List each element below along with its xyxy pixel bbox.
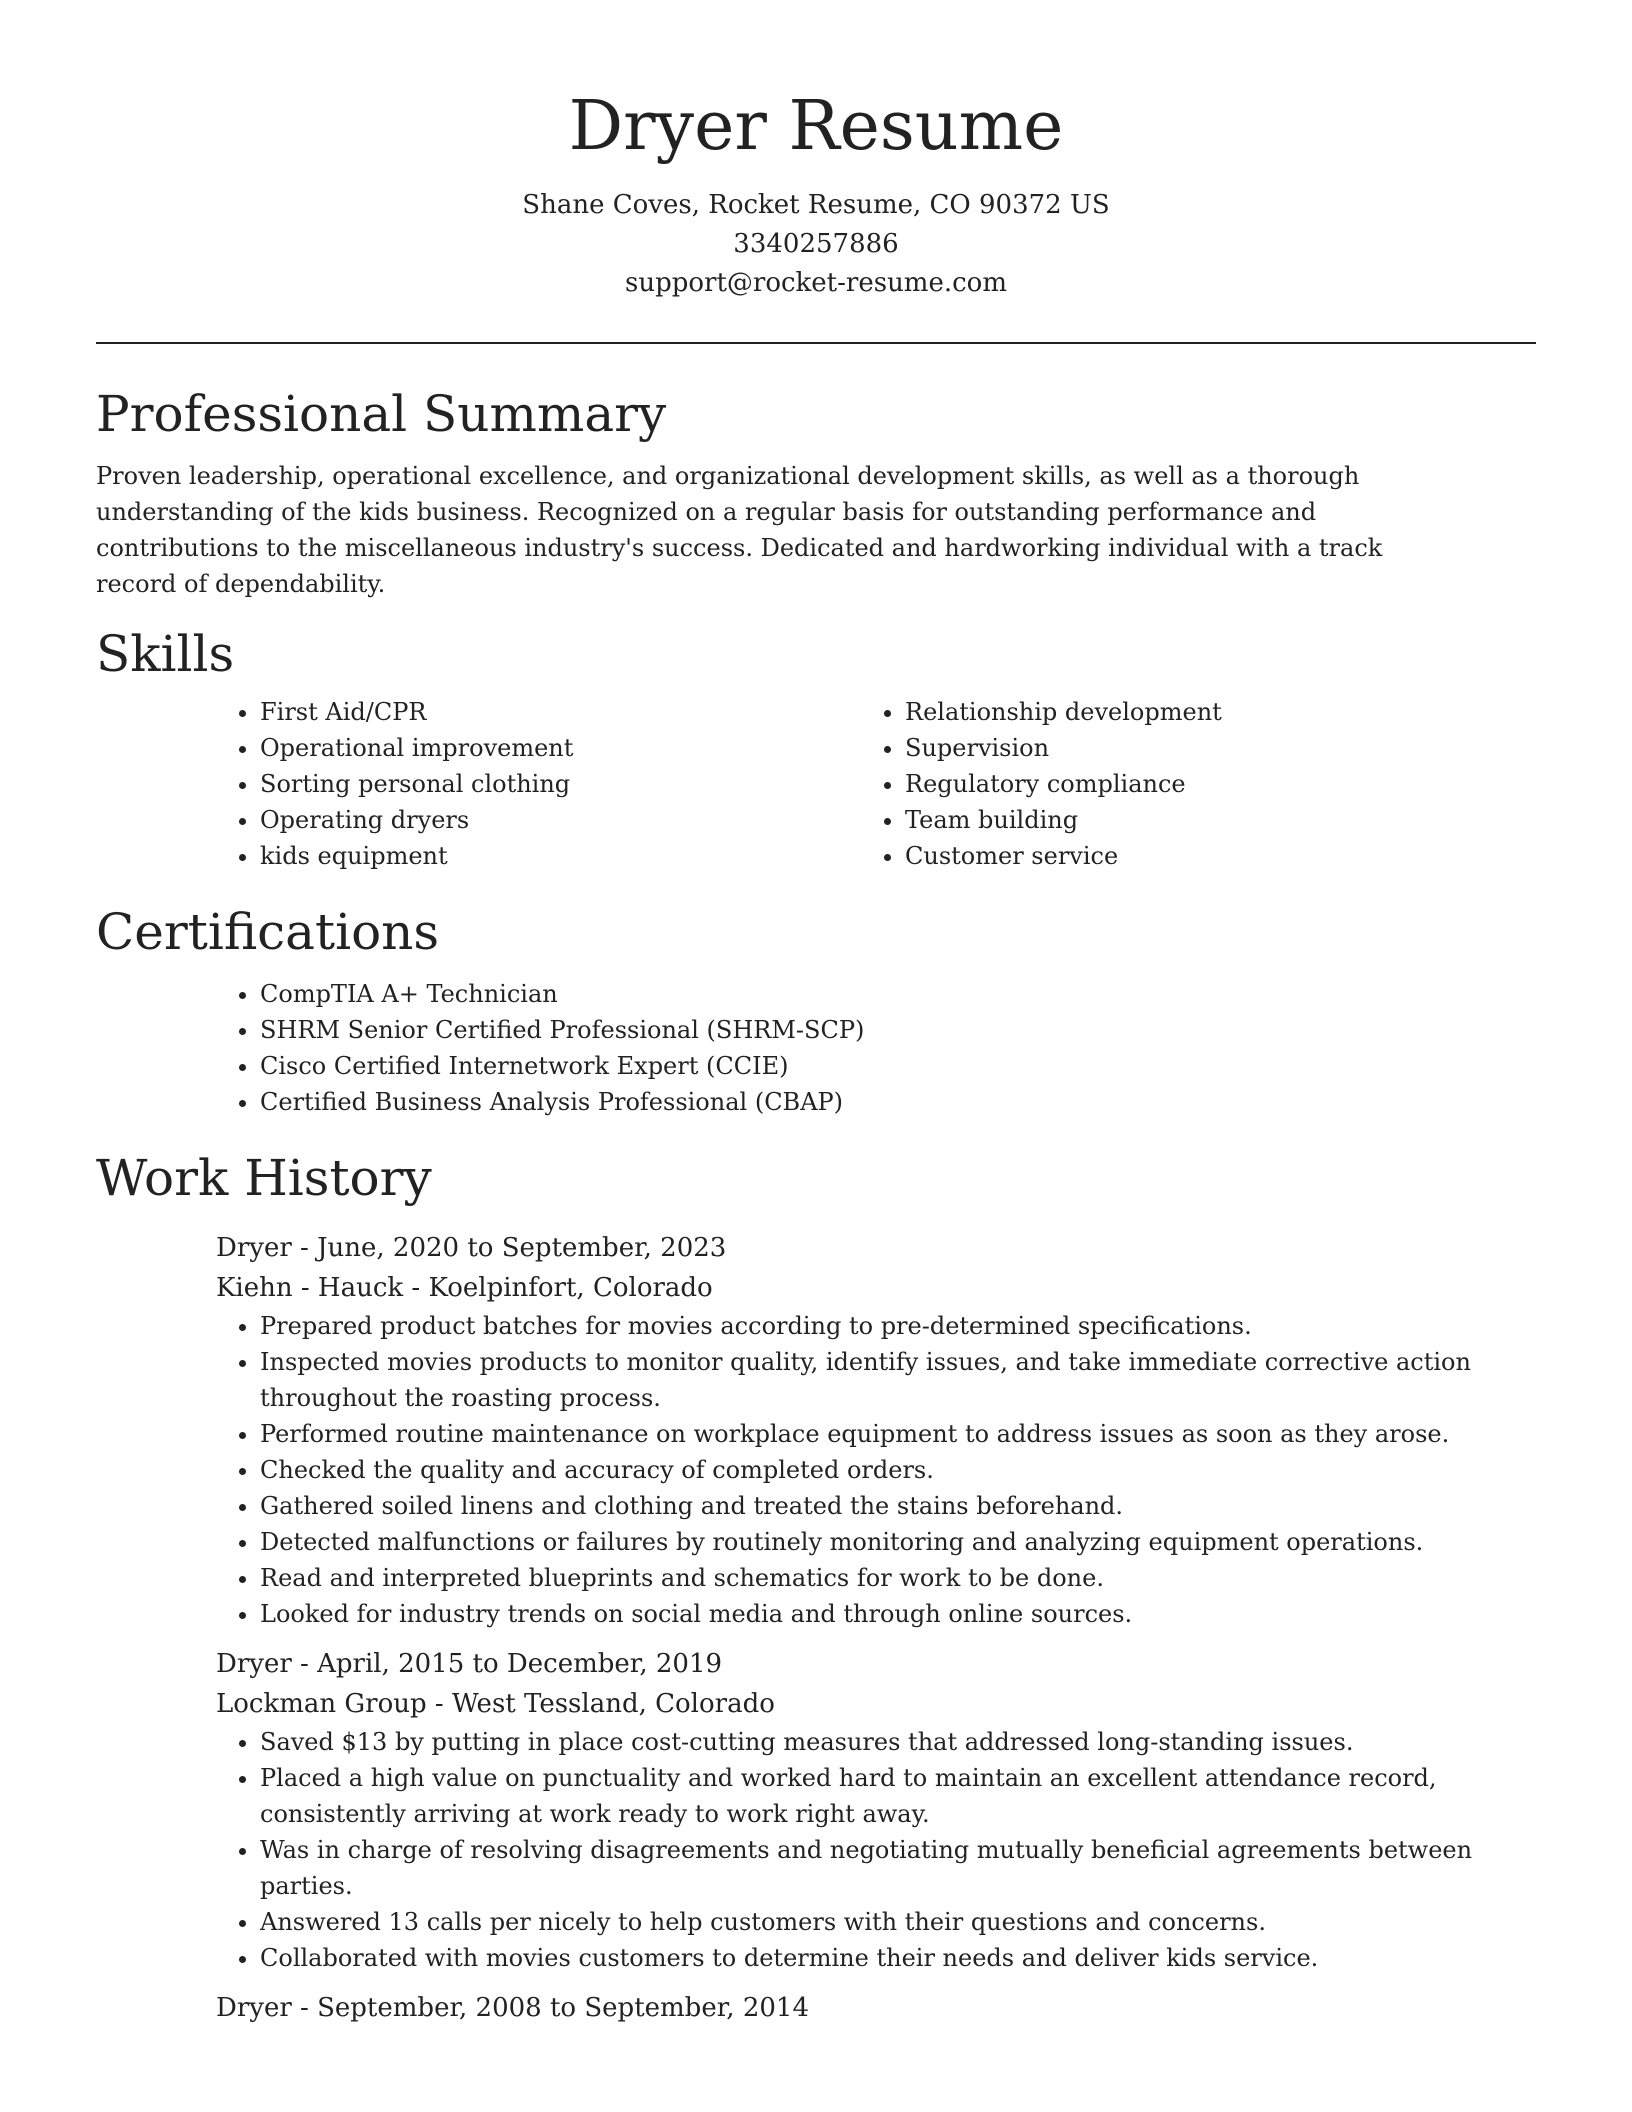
job-duty: • Detected malfunctions or failures by routinely monitoring and analyzing equipment operations. (260, 1524, 1506, 1560)
resume-body (96, 376, 1536, 2028)
skill-item: • Relationship development (905, 694, 1506, 730)
job-title-dates: Dryer - June, 2020 to September, 2023 (216, 1233, 727, 1263)
contact-info (0, 186, 1632, 303)
contact-phone: 3340257886 (733, 229, 899, 259)
job-duty: • Was in charge of resolving disagreements and negotiating mutually beneficial agreements between parties. (260, 1832, 1506, 1904)
skill-item: • kids equipment (260, 838, 861, 874)
skill-item: • First Aid/CPR (260, 694, 861, 730)
job-duty: • Answered 13 calls per nicely to help customers with their questions and concerns. (260, 1904, 1506, 1940)
skills-list-left (216, 694, 861, 874)
resume-title: Dryer Resume (568, 87, 1064, 166)
job-company-name: Kiehn - Hauck (216, 1273, 404, 1303)
skill-item: • Customer service (905, 838, 1506, 874)
job-company-name: Lockman Group (216, 1689, 427, 1719)
job-entry (216, 1988, 1506, 2028)
skill-item: • Operating dryers (260, 802, 861, 838)
job-duty: • Read and interpreted blueprints and schematics for work to be done. (260, 1560, 1506, 1596)
job-duty: • Placed a high value on punctuality and worked hard to maintain an excellent attendance record, consistently arriving at work ready to work right away. (260, 1760, 1506, 1832)
job-duty: • Prepared product batches for movies according to pre-determined specifications. (260, 1308, 1506, 1344)
job-duty: • Performed routine maintenance on workplace equipment to address issues as soon as they arose. (260, 1416, 1506, 1452)
skills-heading: Skills (96, 625, 235, 683)
job-duty: • Collaborated with movies customers to determine their needs and deliver kids service. (260, 1940, 1506, 1976)
skills-column-right (861, 694, 1506, 874)
skill-item: • Operational improvement (260, 730, 861, 766)
job-duty: • Saved $13 by putting in place cost-cutting measures that addressed long-standing issues. (260, 1724, 1506, 1760)
resume-header (0, 82, 1632, 303)
certifications-section (96, 894, 1536, 1120)
contact-address: Shane Coves, Rocket Resume, CO 90372 US (522, 190, 1110, 220)
summary-heading: Professional Summary (96, 385, 667, 443)
job-title-dates: Dryer - April, 2015 to December, 2019 (216, 1649, 723, 1679)
certifications-heading: Certifications (96, 903, 440, 961)
certifications-list-wrap (216, 976, 1506, 1120)
work-history-section (96, 1140, 1536, 2028)
job-employer (216, 1268, 1506, 1308)
job-entry (216, 1228, 1506, 1632)
job-location: - West Tessland, Colorado (426, 1689, 775, 1719)
certification-item: • Certified Business Analysis Professional (CBAP) (260, 1084, 1506, 1120)
job-duty: • Gathered soiled linens and clothing and treated the stains beforehand. (260, 1488, 1506, 1524)
skills-column-left (216, 694, 861, 874)
job-duties-list (216, 1724, 1506, 1976)
job-location: - Koelpinfort, Colorado (403, 1273, 713, 1303)
job-duty: • Checked the quality and accuracy of completed orders. (260, 1452, 1506, 1488)
certification-item: • Cisco Certified Internetwork Expert (CCIE) (260, 1048, 1506, 1084)
job-duties-list (216, 1308, 1506, 1632)
job-title-dates: Dryer - September, 2008 to September, 2014 (216, 1993, 809, 2023)
skills-grid (216, 694, 1506, 874)
work-history-heading: Work History (96, 1149, 432, 1207)
skills-list-right (861, 694, 1506, 874)
job-duty: • Looked for industry trends on social media and through online sources. (260, 1596, 1506, 1632)
skills-section (96, 616, 1536, 874)
job-duty: • Inspected movies products to monitor quality, identify issues, and take immediate corrective action throughout the roasting process. (260, 1344, 1506, 1416)
summary-text: Proven leadership, operational excellence, and organizational development skills, as well as a thorough understanding of the kids business. Recognized on a regular basis for outstanding performance and contributions to the miscellaneous industry's success. Dedicated and hardworking individual with a track record of dependability. (96, 462, 1383, 598)
certification-item: • SHRM Senior Certified Professional (SHRM-SCP) (260, 1012, 1506, 1048)
header-divider (96, 342, 1536, 344)
certifications-list (216, 976, 1506, 1120)
job-entry (216, 1644, 1506, 1976)
skill-item: • Team building (905, 802, 1506, 838)
job-employer (216, 1684, 1506, 1724)
skill-item: • Regulatory compliance (905, 766, 1506, 802)
certification-item: • CompTIA A+ Technician (260, 976, 1506, 1012)
skill-item: • Sorting personal clothing (260, 766, 861, 802)
skill-item: • Supervision (905, 730, 1506, 766)
contact-email: support@rocket-resume.com (624, 268, 1007, 298)
summary-section (96, 376, 1536, 602)
